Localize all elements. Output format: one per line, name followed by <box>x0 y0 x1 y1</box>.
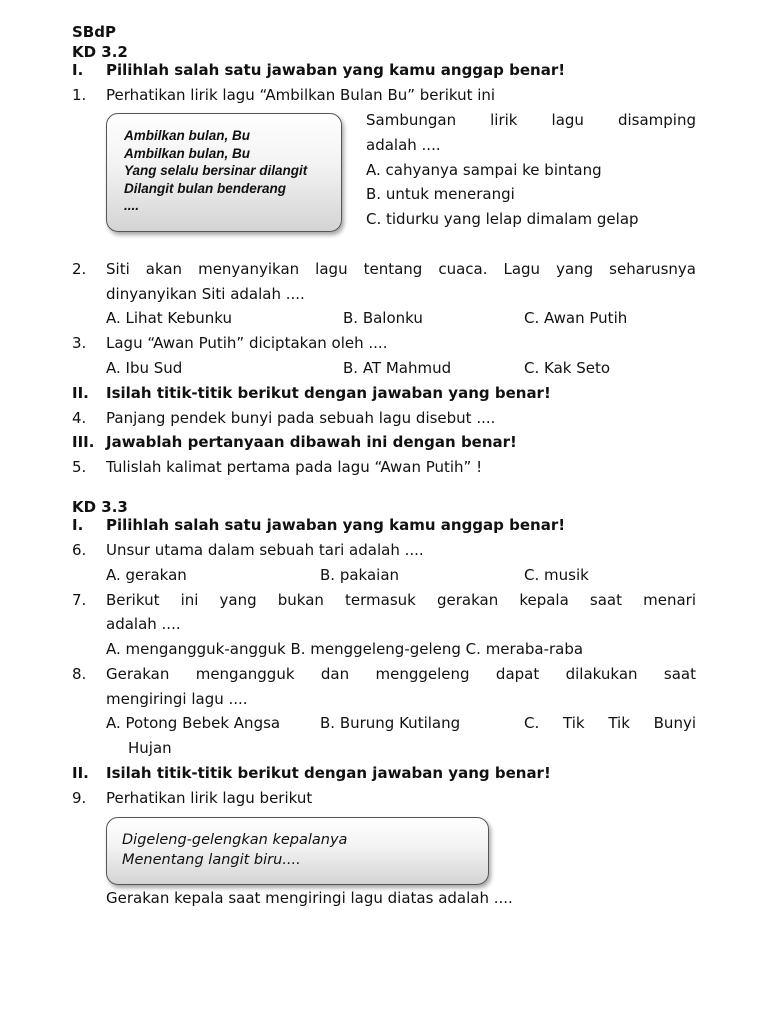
section-II-number-2: II. <box>72 764 89 782</box>
question-8-line-1: Gerakan mengangguk dan menggeleng dapat dilakukan saat <box>106 665 696 683</box>
question-9-text: Perhatikan lirik lagu berikut <box>106 789 313 807</box>
question-1-text: Perhatikan lirik lagu “Ambilkan Bulan Bu” berikut ini <box>106 86 496 104</box>
question-8-option-c: C. Tik Tik Bunyi <box>524 714 696 732</box>
kd-heading-3-3: KD 3.3 <box>72 498 128 516</box>
question-2-line-1: Siti akan menyanyikan lagu tentang cuaca. Lagu yang seharusnya <box>106 260 696 278</box>
question-6-text: Unsur utama dalam sebuah tari adalah .... <box>106 541 424 559</box>
lyrics-lines <box>122 830 347 870</box>
section-II-instruction: Isilah titik-titik berikut dengan jawaban yang benar! <box>106 384 551 402</box>
question-5-number: 5. <box>72 458 87 476</box>
question-3-option-a: A. Ibu Sud <box>106 359 183 377</box>
question-5-text: Tulislah kalimat pertama pada lagu “Awan Putih” ! <box>106 458 483 476</box>
question-2-option-c: C. Awan Putih <box>524 309 628 327</box>
lyric-line: Yang selalu bersinar dilangit <box>124 163 308 178</box>
question-1-prompt-line-1: Sambungan lirik lagu disamping <box>366 111 696 129</box>
lyric-line: Dilangit bulan benderang <box>124 180 287 196</box>
lyric-line: Menentang langit biru.... <box>122 852 301 868</box>
question-4-number: 4. <box>72 409 87 427</box>
question-3-option-b: B. AT Mahmud <box>343 359 452 377</box>
kd-heading-3-2: KD 3.2 <box>72 43 128 61</box>
question-7-number: 7. <box>72 591 87 609</box>
question-1-prompt-line-2: adalah .... <box>366 136 441 154</box>
question-1-option-a: A. cahyanya sampai ke bintang <box>366 161 602 179</box>
question-2-line-2: dinyanyikan Siti adalah .... <box>106 285 305 303</box>
section-I-number-2: I. <box>72 516 84 534</box>
question-2-number: 2. <box>72 260 87 278</box>
question-4-text: Panjang pendek bunyi pada sebuah lagu disebut .... <box>106 409 496 427</box>
lyrics-box-geleng <box>106 817 489 885</box>
section-I-number: I. <box>72 61 84 79</box>
question-8-line-2: mengiringi lagu .... <box>106 690 248 708</box>
question-1-option-c: C. tidurku yang lelap dimalam gelap <box>366 210 639 228</box>
lyric-line: .... <box>124 198 140 213</box>
section-I-instruction: Pilihlah salah satu jawaban yang kamu anggap benar! <box>106 61 566 79</box>
question-3-text: Lagu “Awan Putih” diciptakan oleh .... <box>106 334 388 352</box>
lyric-line: Ambilkan bulan, Bu <box>124 128 251 143</box>
section-II-number: II. <box>72 384 89 402</box>
section-III-number: III. <box>72 433 95 451</box>
question-1-option-b: B. untuk menerangi <box>366 185 515 203</box>
question-2-option-b: B. Balonku <box>343 309 423 327</box>
question-8-option-c-continuation: Hujan <box>128 739 172 757</box>
question-9-number: 9. <box>72 789 87 807</box>
question-1-number: 1. <box>72 86 87 104</box>
question-7-line-1: Berikut ini yang bukan termasuk gerakan kepala saat menari <box>106 591 696 609</box>
question-6-number: 6. <box>72 541 87 559</box>
lyrics-box-ambilkan-bulan <box>106 113 342 232</box>
question-6-option-c: C. musik <box>524 566 589 584</box>
lyrics-lines <box>124 127 307 215</box>
question-9-followup: Gerakan kepala saat mengiringi lagu diatas adalah .... <box>106 889 513 907</box>
question-8-number: 8. <box>72 665 87 683</box>
question-8-option-a: A. Potong Bebek Angsa <box>106 714 281 732</box>
section-III-instruction: Jawablah pertanyaan dibawah ini dengan benar! <box>106 433 517 451</box>
question-7-options: A. mengangguk-angguk B. menggeleng-geleng C. meraba-raba <box>106 640 584 658</box>
question-6-option-a: A. gerakan <box>106 566 187 584</box>
question-3-number: 3. <box>72 334 87 352</box>
subject-title: SBdP <box>72 23 116 41</box>
lyric-line: Digeleng-gelengkan kepalanya <box>122 832 348 848</box>
lyric-line: Ambilkan bulan, Bu <box>124 145 251 161</box>
question-8-option-b: B. Burung Kutilang <box>320 714 461 732</box>
question-2-option-a: A. Lihat Kebunku <box>106 309 232 327</box>
section-II-instruction-2: Isilah titik-titik berikut dengan jawaban yang benar! <box>106 764 551 782</box>
question-7-line-2: adalah .... <box>106 615 181 633</box>
section-I-instruction-2: Pilihlah salah satu jawaban yang kamu anggap benar! <box>106 516 566 534</box>
question-3-option-c: C. Kak Seto <box>524 359 611 377</box>
question-6-option-b: B. pakaian <box>320 566 400 584</box>
